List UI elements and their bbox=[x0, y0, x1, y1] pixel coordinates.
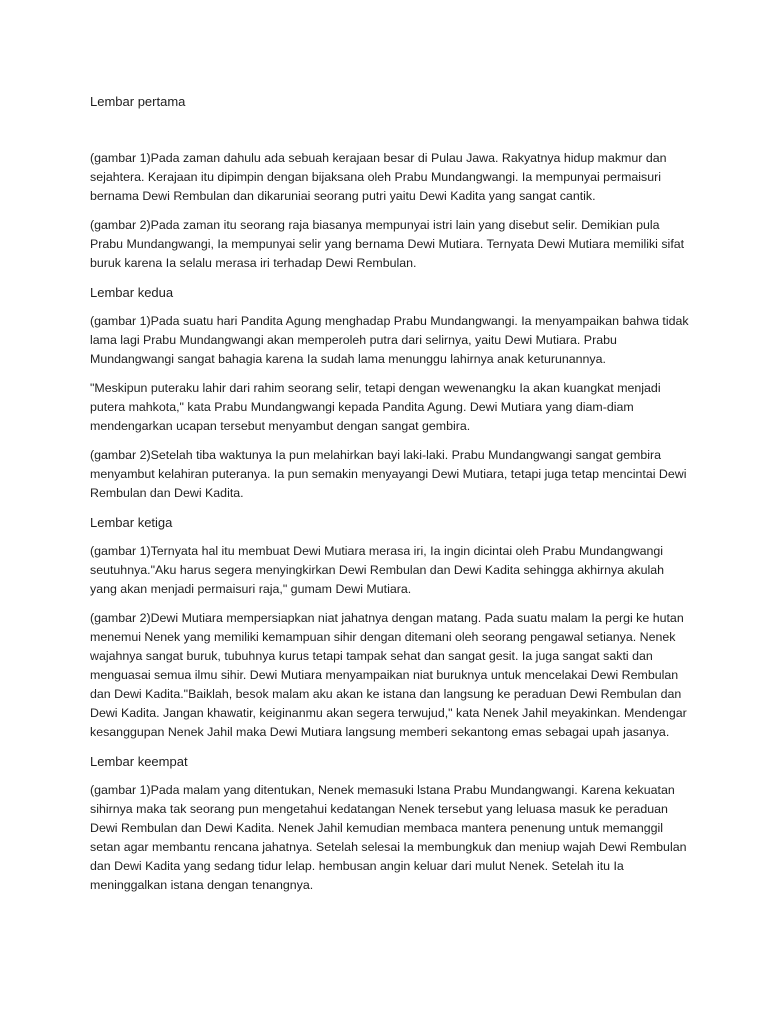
document-page bbox=[90, 92, 690, 905]
paragraph-5: (gambar 2)Setelah tiba waktunya Ia pun melahirkan bayi laki-laki. Prabu Mundangwangi sangat gembira menyambut kelahiran puteranya. Ia pun semakin menyayangi Dewi Mutiara, tetapi juga tetap mencintai Dewi Rembulan dan Dewi Kadita. bbox=[90, 448, 687, 500]
paragraph-3: (gambar 1)Pada suatu hari Pandita Agung menghadap Prabu Mundangwangi. Ia menyampaikan bahwa tidak lama lagi Prabu Mundangwangi akan memperoleh putra dari selirnya, yaitu Dewi Mutiara. Prabu Mundangwangi sangat bahagia karena Ia sudah lama menunggu lahirnya anak keturunannya. bbox=[90, 314, 689, 366]
section-heading-lembar-pertama: Lembar pertama bbox=[90, 94, 186, 109]
section-heading-lembar-kedua: Lembar kedua bbox=[90, 285, 174, 300]
paragraph-1: (gambar 1)Pada zaman dahulu ada sebuah kerajaan besar di Pulau Jawa. Rakyatnya hidup makmur dan sejahtera. Kerajaan itu dipimpin dengan bijaksana oleh Prabu Mundangwangi. Ia mempunyai permaisuri bernama Dewi Rembulan dan dikaruniai seorang putri yaitu Dewi Kadita yang sangat cantik. bbox=[90, 151, 667, 203]
paragraph-7: (gambar 2)Dewi Mutiara mempersiapkan niat jahatnya dengan matang. Pada suatu malam Ia pergi ke hutan menemui Nenek yang memiliki kemampuan sihir dengan ditemani oleh seorang pengawal setianya. Nenek wajahnya sangat buruk, tubuhnya kurus tetapi tampak sehat dan sangat gesit. Ia juga sangat sakti dan menguasai semua ilmu sihir. Dewi Mutiara menyampaikan niat buruknya untuk mencelakai Dewi Rembulan dan Dewi Kadita."Baiklah, besok malam aku akan ke istana dan langsung ke peraduan Dewi Rembulan dan Dewi Kadita. Jangan khawatir, keiginanmu akan segera terwujud," kata Nenek Jahil meyakinkan. Mendengar kesanggupan Nenek Jahil maka Dewi Mutiara langsung memberi sekantong emas sebagai upah jasanya. bbox=[90, 611, 687, 739]
blank-line bbox=[90, 121, 690, 149]
paragraph-6: (gambar 1)Ternyata hal itu membuat Dewi Mutiara merasa iri, Ia ingin dicintai oleh Prabu Mundangwangi seutuhnya."Aku harus segera menyingkirkan Dewi Rembulan dan Dewi Kadita sehingga akhirnya akulah yang akan menjadi permaisuri raja," gumam Dewi Mutiara. bbox=[90, 544, 665, 596]
paragraph-8: (gambar 1)Pada malam yang ditentukan, Nenek memasuki lstana Prabu Mundangwangi. Karena kekuatan sihirnya maka tak seorang pun mengetahui kedatangan Nenek tersebut yang leluasa masuk ke peraduan Dewi Rembulan dan Dewi Kadita. Nenek Jahil kemudian membaca mantera penenung untuk memanggil setan agar membantu rencana jahatnya. Setelah selesai Ia membungkuk dan meniup wajah Dewi Rembulan dan Dewi Kadita yang sedang tidur lelap. hembusan angin keluar dari mulut Nenek. Setelah itu Ia meninggalkan istana dengan tenangnya. bbox=[90, 783, 687, 892]
section-heading-lembar-ketiga: Lembar ketiga bbox=[90, 515, 173, 530]
paragraph-4: "Meskipun puteraku lahir dari rahim seorang selir, tetapi dengan wewenangku Ia akan kuangkat menjadi putera mahkota," kata Prabu Mundangwangi kepada Pandita Agung. Dewi Mutiara yang diam-diam mendengarkan ucapan tersebut menyambut dengan sangat gembira. bbox=[90, 381, 661, 433]
paragraph-2: (gambar 2)Pada zaman itu seorang raja biasanya mempunyai istri lain yang disebut selir. Demikian pula Prabu Mundangwangi, Ia mempunyai selir yang bernama Dewi Mutiara. Ternyata Dewi Mutiara memiliki sifat buruk karena Ia selalu merasa iri terhadap Dewi Rembulan. bbox=[90, 218, 685, 270]
section-heading-lembar-keempat: Lembar keempat bbox=[90, 754, 188, 769]
